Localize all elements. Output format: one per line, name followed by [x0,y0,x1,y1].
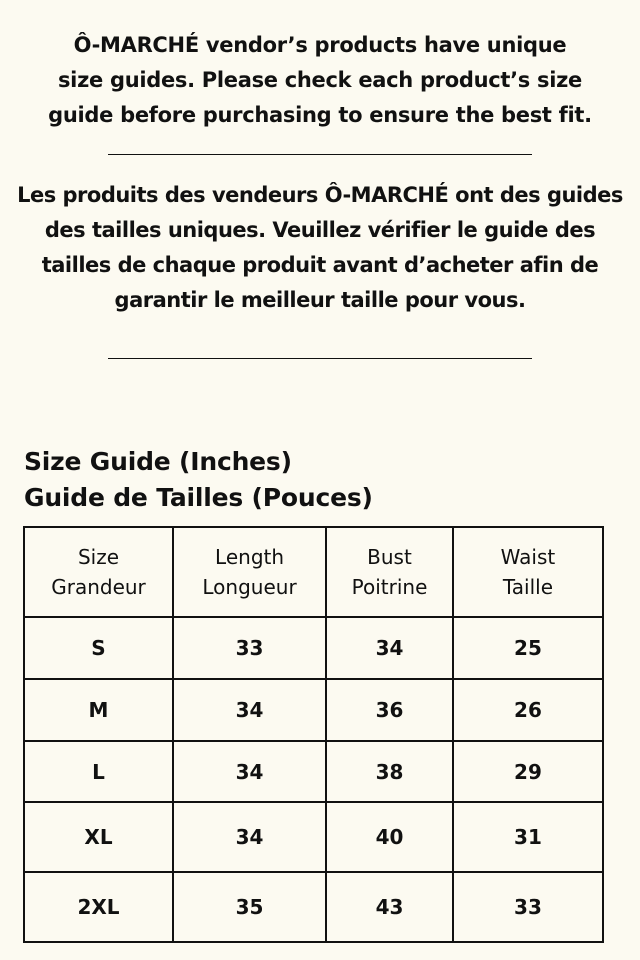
table-row [24,741,603,802]
cell-length: 35 [173,872,326,942]
table-row [24,872,603,942]
size-guide-table [23,526,604,943]
header-label-fr: Poitrine [351,575,428,599]
header-size [24,527,173,617]
table-row [24,617,603,679]
table-header-row [24,527,603,617]
notice-french-line: des tailles uniques. Veuillez vérifier le guide des [44,218,596,242]
size-guide-title-english: Size Guide (Inches) [24,447,292,476]
notice-english-line: size guides. Please check each product’s size [57,68,582,92]
header-label-en: Length [215,545,285,569]
divider [108,358,532,359]
cell-length: 33 [173,617,326,679]
header-label-fr: Grandeur [51,575,146,599]
cell-bust: 43 [326,872,453,942]
header-label-en: Bust [367,545,412,569]
cell-bust: 40 [326,802,453,872]
cell-bust: 34 [326,617,453,679]
cell-size: L [24,741,173,802]
notice-french-line: garantir le meilleur taille pour vous. [114,288,526,312]
cell-waist: 29 [453,741,603,802]
size-guide-title-french: Guide de Tailles (Pouces) [24,483,373,512]
header-label-en: Size [77,545,120,569]
cell-waist: 31 [453,802,603,872]
divider [108,154,532,155]
notice-english-line: guide before purchasing to ensure the best fit. [48,103,592,127]
header-length [173,527,326,617]
notice-french [0,178,640,318]
header-bust [326,527,453,617]
cell-length: 34 [173,679,326,741]
cell-bust: 36 [326,679,453,741]
table-row [24,802,603,872]
cell-size: 2XL [24,872,173,942]
notice-french-line: Les produits des vendeurs Ô-MARCHÉ ont des guides [17,183,623,207]
cell-waist: 25 [453,617,603,679]
cell-size: M [24,679,173,741]
cell-bust: 38 [326,741,453,802]
cell-waist: 33 [453,872,603,942]
header-waist [453,527,603,617]
notice-english-line: Ô-MARCHÉ vendor’s products have unique [73,33,567,57]
cell-length: 34 [173,802,326,872]
notice-english [0,28,640,133]
header-label-fr: Taille [502,575,554,599]
notice-french-line: tailles de chaque produit avant d’acheter afin de [41,253,599,277]
header-label-en: Waist [500,545,556,569]
table-row [24,679,603,741]
cell-size: S [24,617,173,679]
cell-length: 34 [173,741,326,802]
cell-waist: 26 [453,679,603,741]
header-label-fr: Longueur [202,575,297,599]
cell-size: XL [24,802,173,872]
